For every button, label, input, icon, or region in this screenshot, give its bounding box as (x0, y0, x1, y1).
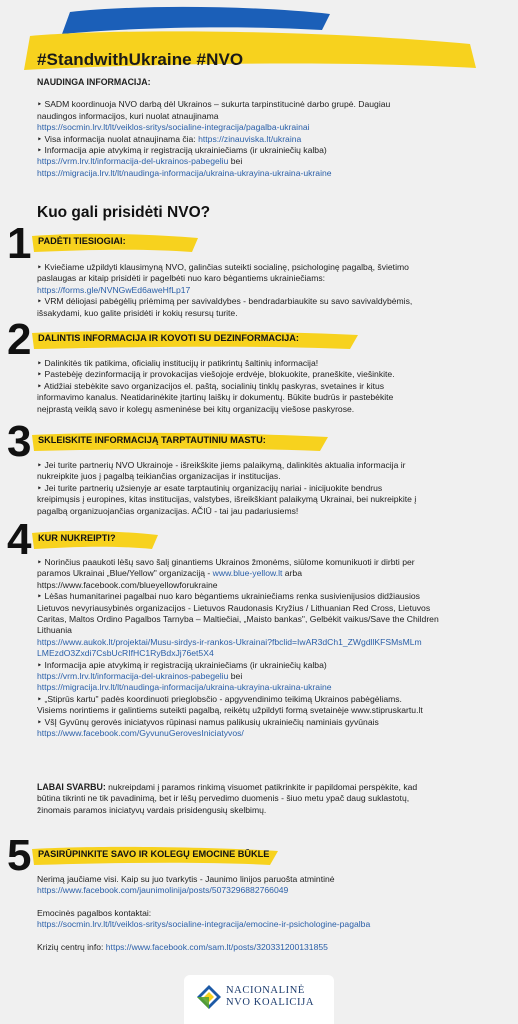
body-line: ‣ Jei turite partnerių NVO Ukrainoje - išreikškite jiems palaikymą, dalinkitės aktualia informacija ir (37, 460, 406, 470)
section-1-title: PADĖTI TIESIOGIAI: (38, 236, 126, 246)
warning-text: nukreipdami į paramos rinkimą visuomet patikrinkite ir papildomai perspėkite, kad (105, 782, 418, 792)
bei-text: bei (228, 671, 243, 682)
body-line: ‣ VRM dėliojasi pabėgėlių priėmimą per savivaldybes - bendradarbiaukite su savo savivaldybėmis, (37, 296, 413, 307)
aukok-link-cont[interactable]: LMEzdO3Zxdi7CsbUcRIfHC1RyBdxJj76et5X4 (37, 648, 214, 659)
gyvunai-link[interactable]: https://www.facebook.com/GyvunuGerovesIniciatyvos/ (37, 728, 244, 739)
info-line: ‣ Informacija apie atvykimą ir registraciją ukrainiečiams (ir ukrainiečių kalba) (37, 145, 327, 156)
warning-label: LABAI SVARBU: (37, 782, 106, 792)
info-link[interactable]: https://vrm.lrv.lt/informacija-del-ukrainos-pabegeliu (37, 156, 229, 167)
body-line: ‣ VšĮ Gyvūnų gerovės iniciatyvos rūpinasi namus palikusių ukrainiečių naminiais gyvūnais (37, 716, 379, 727)
section-2-body (37, 358, 487, 415)
migracija-link[interactable]: https://migracija.lrv.lt/lt/naudinga-informacija/ukraina-ukrayina-ukraina-ukraine (37, 682, 332, 693)
facebook-url: https://www.facebook.com/blueyellowforukraine (37, 579, 218, 590)
flag-blue-stroke (62, 7, 330, 34)
section-1-number: 1 (7, 219, 32, 268)
main-question: Kuo gali prisidėti NVO? (37, 204, 211, 221)
section-5-number: 5 (7, 831, 32, 880)
body-line: ‣ Lėšas humanitarinei pagalbai nuo karo bėgantiems ukrainiečiams renka susivienijusios didžiausios (37, 591, 420, 602)
body-line: Visiems norintiems ir galintiems suteikti pagalbą, reikėtų užpildyti formą svetainėje www.stipruskartu.lt (37, 705, 423, 716)
section-1-body (37, 262, 487, 319)
warning-line: žinomais paramos iniciatyvų vardais prisidengusių skelbimų. (37, 804, 267, 815)
section-4-number: 4 (7, 515, 32, 564)
emotional-help-link[interactable]: https://socmin.lrv.lt/lt/veiklos-sritys/socialine-integracija/emocine-ir-psichologine-pagalba (37, 919, 371, 930)
body-line: Lithuania (37, 625, 72, 636)
info-line-text: ‣ Visa informacija nuolat atnaujinama čia: (37, 133, 199, 144)
body-line: Nerimą jaučiame visi. Kaip su juo tvarkytis - Jaunimo linijos paruošta atmintinė (37, 874, 335, 884)
section-5-title: PASIRŪPINKITE SAVO IR KOLEGŲ EMOCINE BŪKLE (38, 849, 270, 859)
form-link[interactable]: https://forms.gle/NVNGwEd6aweHfLp17 (37, 284, 191, 295)
useful-info-block (37, 77, 487, 179)
important-warning (37, 782, 487, 816)
body-text: arba (282, 568, 302, 579)
section-3-number: 3 (7, 417, 32, 466)
hashtag-title: #StandwithUkraine #NVO (37, 50, 244, 69)
body-line: ‣ Jei turite partnerių užsienyje ar esate tarptautinių organizacijų nariai - inicijuokite bendrus (37, 482, 383, 493)
body-line: informavimo kanalus. Neatidarinėkite įtartinų laiškų ir dokumentų. Būkite budrūs ir pastebėkite (37, 392, 394, 403)
body-line: ‣ Pastebėję dezinformaciją ir provokacijas viešojoje erdvėje, blokuokite, praneškite, viešinkite. (37, 369, 395, 380)
logo-line-2: NVO KOALICIJA (226, 997, 315, 1008)
body-line: paslaugas ar kitaip prisidėti ir pagelbėti nuo karo bėgantiems ukrainiečiams: (37, 273, 326, 284)
info-link[interactable]: https://migracija.lrv.lt/lt/naudinga-informacija/ukraina-ukrayina-ukraina-ukraine (37, 167, 332, 178)
section-3-body (37, 460, 487, 517)
info-line (37, 134, 487, 145)
body-line: pagalbą organizuojančias organizacijas. AČIŪ - tai jau padariusiems! (37, 505, 299, 516)
body-line (37, 568, 487, 579)
body-line: neįprastą veiklą savo ir kolegų asmeninėse bei kitų organizacijų viešose paskyrose. (37, 403, 355, 414)
coalition-logo-icon (196, 984, 222, 1010)
body-line: nukreipkite juos į pagalbą teikiančias organizacijas ir institucijas. (37, 471, 281, 482)
logo-line-1: NACIONALINĖ (226, 985, 305, 996)
body-line: ‣ Norinčius paaukoti lėšų savo šalį ginantiems Ukrainos žmonėms, siūlome komunikuoti ir dirbti per (37, 557, 415, 567)
nvo-coalition-logo (184, 975, 334, 1024)
body-line: ‣ Atidžiai stebėkite savo organizacijos el. paštą, socialinių tinklų paskyras, svetaines ir kitus (37, 380, 385, 391)
warning-line: būtina tikrinti ne tik pavadinimą, bet ir lėšų pervedimo duomenis - šiuo metu ypač daug suklastotų, (37, 793, 410, 804)
section-4-title: KUR NUKREIPTI? (38, 533, 116, 543)
body-line: ‣ „Stiprūs kartu" padės koordinuoti prieglobsčio - apgyvendinimo teikimą Ukrainos pabėgėliams. (37, 693, 402, 704)
crisis-centers-link[interactable]: https://www.facebook.com/sam.lt/posts/320331200131855 (105, 941, 328, 952)
section-2-title: DALINTIS INFORMACIJA IR KOVOTI SU DEZINFORMACIJA: (38, 333, 299, 343)
body-line: ‣ Kviečiame užpildyti klausimyną NVO, galinčias suteikti socialinę, psichologinę pagalbą, švietimo (37, 262, 409, 272)
info-link[interactable]: https://socmin.lrv.lt/lt/veiklos-sritys/socialine-integracija/pagalba-ukrainai (37, 122, 310, 133)
body-line: ‣ Informacija apie atvykimą ir registraciją ukrainiečiams (ir ukrainiečių kalba) (37, 659, 327, 670)
body-line: kreipimųsis į europines, kitas institucijas, valstybes, išreikškiant palaikymą Ukrainai, bei nukreipkite į (37, 494, 417, 505)
aukok-link[interactable]: https://www.aukok.lt/projektai/Musu-sirdys-ir-rankos-Ukrainai?fbclid=IwAR3dCh1_ZWgdllKFSMsMLm (37, 636, 422, 647)
body-line: Emocinės pagalbos kontaktai: (37, 907, 152, 918)
body-text: Krizių centrų info: (37, 941, 106, 952)
coalition-logo-text (226, 985, 314, 1009)
blue-yellow-link[interactable]: www.blue-yellow.lt (212, 568, 283, 579)
jaunimo-linija-link[interactable]: https://www.facebook.com/jaunimolinija/posts/5073296882766049 (37, 885, 289, 896)
section-2-number: 2 (7, 315, 32, 364)
useful-info-heading: NAUDINGA INFORMACIJA: (37, 77, 151, 87)
body-line: Lietuvos nevyriausybinės organizacijos - Lietuvos Raudonasis Kryžius / Lithuanian Red Cross, Lietuvos (37, 602, 431, 613)
body-line: išsakydami, kuo galite prisidėti ir kokių resursų turite. (37, 307, 238, 318)
body-line: Caritas, Maltos Ordino Pagalbos Tarnyba – Maltiečiai, „Maisto bankas", Gelbėkit vaikus/Save the Children (37, 614, 439, 625)
vrm-link[interactable]: https://vrm.lrv.lt/informacija-del-ukrainos-pabegeliu (37, 671, 229, 682)
section-3-title: SKLEISKITE INFORMACIJĄ TARPTAUTINIU MASTU: (38, 435, 266, 445)
section-5-body (37, 874, 487, 953)
info-line: ‣ SADM koordinuoja NVO darbą dėl Ukrainos – sukurta tarpinstitucinė darbo grupė. Daugiau (37, 99, 391, 110)
info-link[interactable]: https://zinauviska.lt/ukraina (198, 133, 302, 144)
section-4-body (37, 557, 487, 740)
info-line: naudingos informacijos, kuri nuolat atnaujinama (37, 110, 219, 121)
body-text: paramos Ukrainai „Blue/Yellow" organizaciją - (37, 568, 213, 579)
body-line: ‣ Dalinkitės tik patikima, oficialių institucijų ir patikrintų šaltinių informacija! (37, 358, 319, 368)
bei-text: bei (228, 156, 243, 167)
info-line (37, 156, 487, 167)
